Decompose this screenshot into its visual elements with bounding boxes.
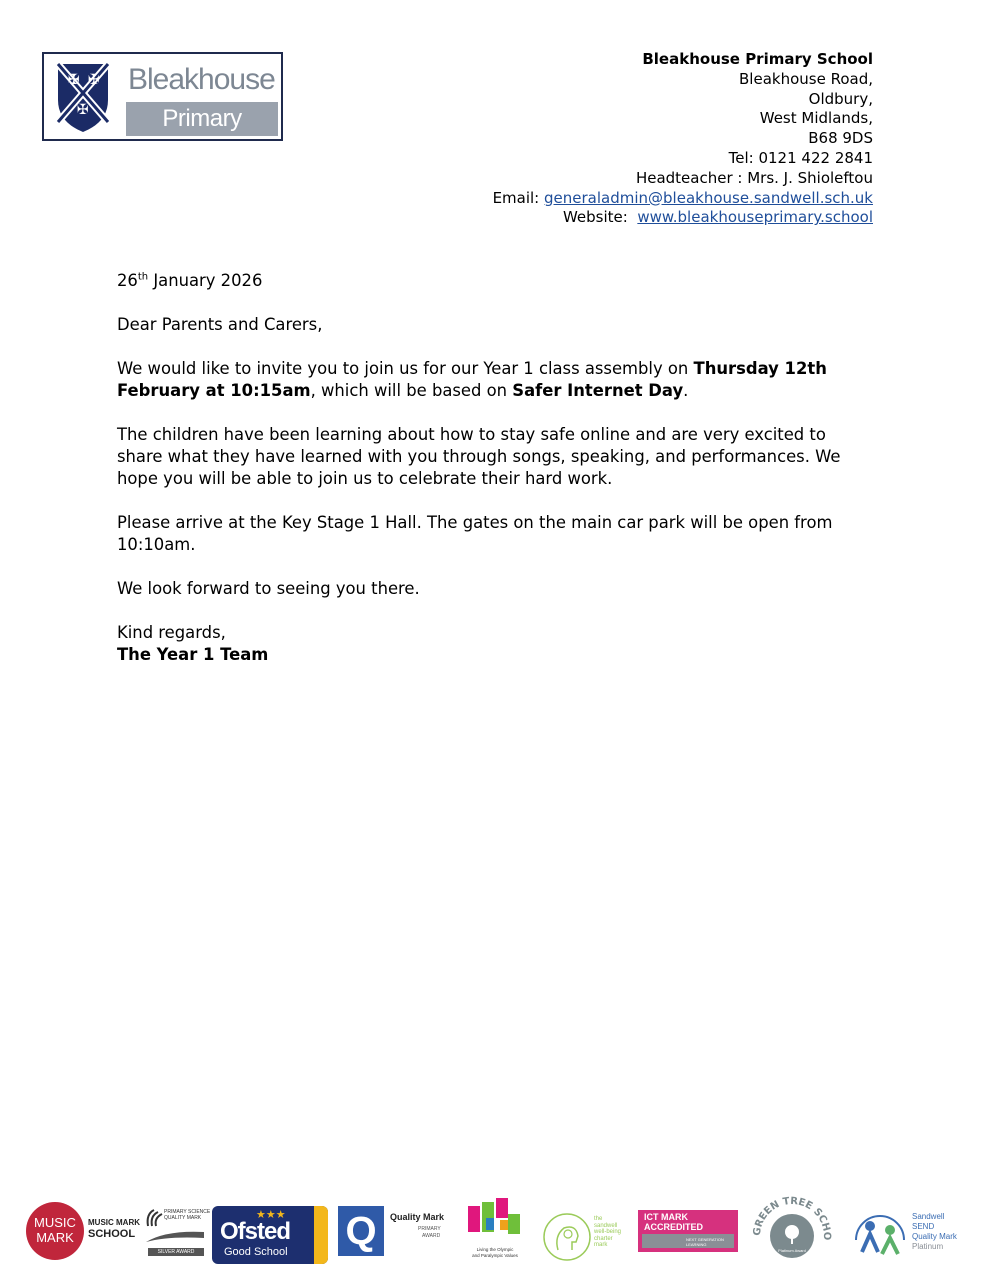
green-tree-badge-icon <box>750 1192 834 1266</box>
logo-wordmark-top: Bleakhouse <box>128 63 275 96</box>
date-day: 26 <box>117 271 138 290</box>
wellbeing-text-2: sandwell <box>594 1222 618 1229</box>
send-text-1: Sandwell <box>912 1212 945 1221</box>
assembly-datetime: Thursday 12th February at 10:15am <box>117 359 827 400</box>
ict-text-1: ICT MARK <box>644 1212 688 1222</box>
website-label: Website: <box>562 208 638 227</box>
email-link[interactable]: generaladmin@bleakhouse.sandwell.sch.uk <box>544 188 873 207</box>
ofsted-subtext: Good School <box>224 1246 288 1258</box>
science-bar-icon <box>146 1228 204 1244</box>
salutation: Dear Parents and Carers, <box>117 315 323 334</box>
telephone: Tel: 0121 422 2841 <box>728 148 873 167</box>
logo-wordmark-bottom: Primary School <box>126 102 278 136</box>
date-suffix: th <box>137 271 149 283</box>
invitation-text-2: , which will be based on <box>310 381 513 400</box>
closing: Kind regards, <box>117 623 226 642</box>
invitation-text: We would like to invite you to join us for our Year 1 class assembly on <box>117 359 694 378</box>
wellbeing-text-5: mark <box>594 1242 608 1248</box>
email-line <box>393 189 873 209</box>
wellbeing-text-3: well-being <box>594 1229 622 1235</box>
ict-mark-logo <box>638 1210 738 1252</box>
green-tree-school-logo <box>750 1192 834 1266</box>
svg-text:✠: ✠ <box>68 72 80 88</box>
address-road: Bleakhouse Road, <box>739 69 873 88</box>
send-people-icon <box>852 1210 908 1258</box>
wellbeing-text-1: the <box>594 1216 603 1222</box>
music-mark-school-text <box>88 1218 140 1240</box>
accreditation-logos <box>24 1192 976 1268</box>
school-name: Bleakhouse Primary School <box>642 50 873 68</box>
science-text-1: PRIMARY SCIENCE <box>164 1209 211 1215</box>
science-text-2: QUALITY MARK <box>164 1215 202 1221</box>
svg-text:✠: ✠ <box>88 72 100 88</box>
assembly-theme: Safer Internet Day <box>512 381 684 400</box>
wellbeing-text-4: charter <box>594 1235 613 1242</box>
music-mark-text-1: MUSIC <box>34 1215 76 1230</box>
signature: The Year 1 Team <box>117 645 269 664</box>
green-tree-text: GREEN TREE SCHO <box>751 1195 833 1241</box>
headteacher: Headteacher : Mrs. J. Shioleftou <box>635 168 873 187</box>
send-text-2: SEND <box>912 1222 935 1231</box>
date-rest: January 2026 <box>148 271 263 290</box>
green-tree-award-text: Platinum Award <box>778 1248 806 1253</box>
school-crest-icon <box>56 62 110 134</box>
quality-primary-text: PRIMARY <box>418 1226 441 1232</box>
ofsted-text: Ofsted <box>220 1218 291 1245</box>
music-mark-school-2: SCHOOL <box>88 1228 136 1240</box>
svg-text:✠: ✠ <box>77 102 89 118</box>
quality-award-text: AWARD <box>422 1233 441 1239</box>
wellbeing-head-icon <box>542 1212 592 1262</box>
email-label: Email: <box>492 188 545 207</box>
ofsted-logo <box>212 1206 328 1264</box>
ofsted-stars-icon: ★★★ <box>256 1209 286 1221</box>
science-quality-mark-logo <box>144 1206 210 1262</box>
address-county: West Midlands, <box>759 109 873 128</box>
school-logo <box>42 52 283 166</box>
ict-text-3: NEXT GENERATION LEARNING <box>686 1237 724 1247</box>
paragraph-look-forward: We look forward to seeing you there. <box>117 579 420 598</box>
olympic-values-logo <box>464 1196 526 1264</box>
send-text-4: Platinum <box>912 1242 944 1251</box>
olympic-text-1: Living the Olympic <box>476 1247 514 1252</box>
address-town: Oldbury, <box>808 89 873 108</box>
send-text-3: Quality Mark <box>912 1232 957 1241</box>
invitation-period: . <box>683 381 689 400</box>
music-mark-text-2: MARK <box>36 1230 74 1245</box>
address-postcode: B68 9DS <box>808 129 873 148</box>
olympic-2012-icon <box>464 1196 526 1242</box>
ofsted-gold-strip <box>314 1206 328 1264</box>
letter-date <box>117 270 872 292</box>
music-mark-school-1: MUSIC MARK <box>88 1218 140 1227</box>
website-line <box>393 208 873 228</box>
music-mark-logo <box>26 1202 84 1260</box>
letter-body <box>117 270 872 666</box>
closing-block <box>117 622 872 666</box>
paragraph-invitation <box>117 358 872 402</box>
quality-q-icon: Q <box>338 1206 384 1256</box>
olympic-text-2: and Paralympic Values <box>472 1253 518 1258</box>
paragraph-learning: The children have been learning about how to stay safe online and are very excited to share what they have learned with you through songs, speaking, and performances. We hope you will be able to join us to celebrate their hard work. <box>117 425 841 488</box>
ict-text-2: ACCREDITED <box>644 1222 704 1232</box>
science-swirl-icon <box>144 1206 164 1228</box>
send-quality-mark-logo <box>852 1210 976 1264</box>
school-address <box>393 50 873 228</box>
quality-mark-logo <box>338 1206 448 1260</box>
paragraph-arrival: Please arrive at the Key Stage 1 Hall. The gates on the main car park will be open from 10:10am. <box>117 513 833 554</box>
science-award-text: SILVER AWARD <box>148 1248 204 1256</box>
quality-mark-text: Quality Mark <box>390 1212 445 1222</box>
website-link[interactable]: www.bleakhouseprimary.school <box>637 208 873 227</box>
wellbeing-charter-logo <box>542 1212 626 1264</box>
